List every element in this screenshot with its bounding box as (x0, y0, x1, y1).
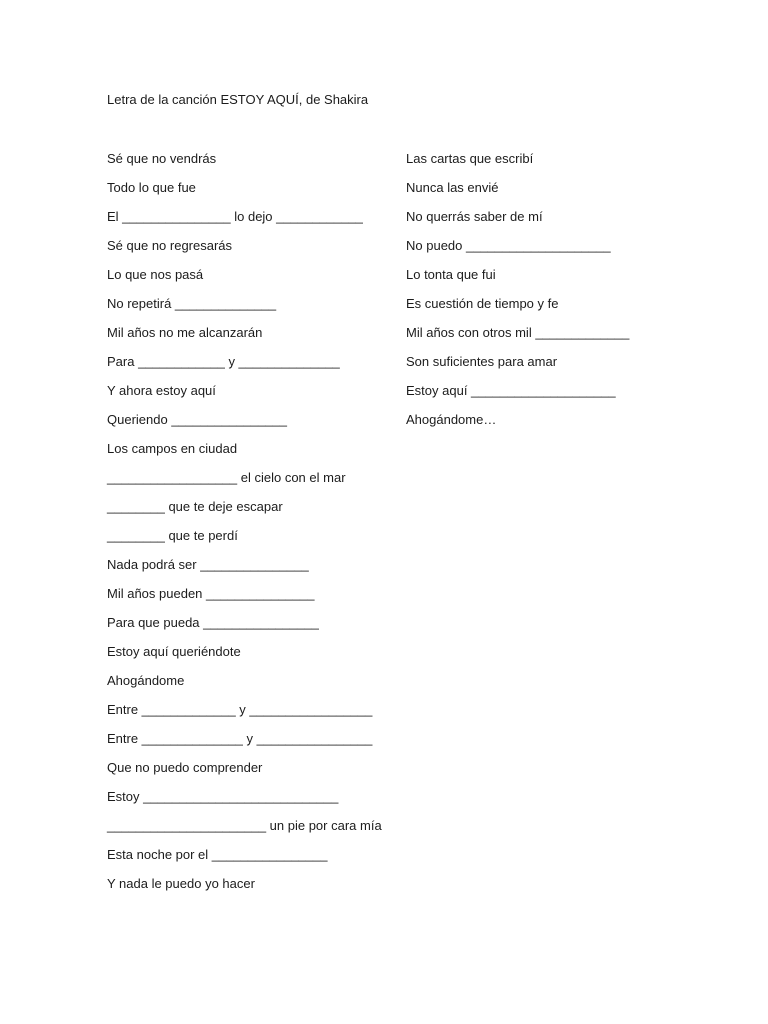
lyric-line: Mil años pueden _______________ (107, 586, 315, 601)
lyric-line: Sé que no vendrás (107, 151, 217, 166)
lyric-line: Estoy aquí ____________________ (406, 383, 616, 398)
lyric-line: Nada podrá ser _______________ (107, 557, 309, 572)
lyric-line: Y ahora estoy aquí (107, 383, 216, 398)
lyric-line: Ahogándome (107, 673, 185, 688)
lyric-line: Mil años con otros mil _____________ (406, 325, 630, 340)
lyric-line: Todo lo que fue (107, 180, 196, 195)
lyric-line: Sé que no regresarás (107, 238, 233, 253)
lyric-line: __________________ el cielo con el mar (107, 470, 346, 485)
lyrics-left-column (107, 149, 382, 903)
lyric-line: Las cartas que escribí (406, 151, 534, 166)
lyric-line: Esta noche por el ________________ (107, 847, 328, 862)
lyric-line: Y nada le puedo yo hacer (107, 876, 255, 891)
lyric-line: Mil años no me alcanzarán (107, 325, 263, 340)
lyric-line: Es cuestión de tiempo y fe (406, 296, 559, 311)
lyric-line: Para que pueda ________________ (107, 615, 319, 630)
lyric-line: Entre _____________ y _________________ (107, 702, 373, 717)
lyric-line: ______________________ un pie por cara mía (107, 818, 382, 833)
lyric-line: Entre ______________ y ________________ (107, 731, 373, 746)
lyric-line: Que no puedo comprender (107, 760, 263, 775)
lyric-line: No puedo ____________________ (406, 238, 611, 253)
lyric-line: ________ que te perdí (107, 528, 238, 543)
lyric-line: Los campos en ciudad (107, 441, 238, 456)
lyric-line: Para ____________ y ______________ (107, 354, 340, 369)
lyric-line: Estoy aquí queriéndote (107, 644, 241, 659)
lyric-line: Queriendo ________________ (107, 412, 288, 427)
lyric-line: Lo tonta que fui (406, 267, 496, 282)
lyric-line: Ahogándome… (406, 412, 497, 427)
lyric-line: Lo que nos pasá (107, 267, 204, 282)
lyric-line: Nunca las envié (406, 180, 499, 195)
lyric-line: No querrás saber de mí (406, 209, 543, 224)
document-title: Letra de la canción ESTOY AQUÍ, de Shakira (107, 92, 369, 107)
lyric-line: ________ que te deje escapar (107, 499, 283, 514)
lyric-line: Estoy ___________________________ (107, 789, 339, 804)
lyric-line: No repetirá ______________ (107, 296, 277, 311)
lyric-line: Son suficientes para amar (406, 354, 558, 369)
lyrics-right-column (406, 149, 629, 439)
lyric-line: El _______________ lo dejo ____________ (107, 209, 363, 224)
